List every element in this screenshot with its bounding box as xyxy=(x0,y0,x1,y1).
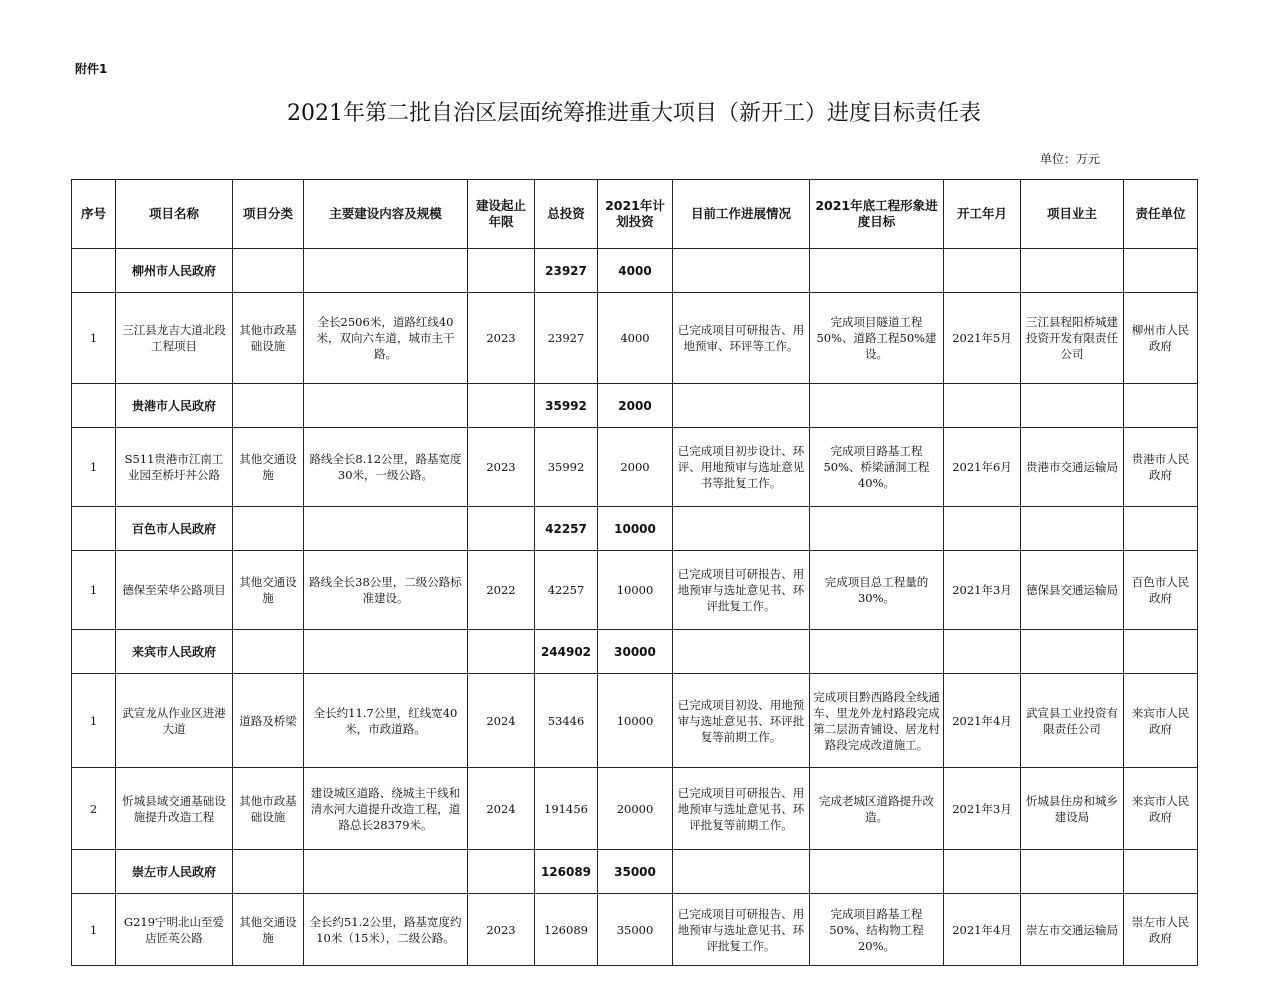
cell-seq: 1 xyxy=(72,551,116,630)
cell-target: 完成项目黔西路段全线通车、里龙外龙村路段完成第二层沥青铺设、居龙村路段完成改道施工。 xyxy=(810,674,944,768)
empty-cell xyxy=(673,507,810,551)
header-project-name: 项目名称 xyxy=(116,180,233,249)
header-responsible: 责任单位 xyxy=(1124,180,1198,249)
cell-progress: 已完成项目初步设计、环评、用地预审与选址意见书等批复工作。 xyxy=(673,428,810,507)
cell-seq: 1 xyxy=(72,674,116,768)
cell-responsible: 来宾市人民政府 xyxy=(1124,674,1198,768)
cell-progress: 已完成项目可研报告、用地预审与选址意见书、环评批复工作。 xyxy=(673,551,810,630)
cell-seq: 1 xyxy=(72,428,116,507)
empty-cell xyxy=(944,384,1021,428)
cell-name: 武宣龙从作业区进港大道 xyxy=(116,674,233,768)
header-owner: 项目业主 xyxy=(1021,180,1124,249)
empty-cell xyxy=(304,850,468,894)
table-row xyxy=(72,768,1198,850)
cell-start: 2021年3月 xyxy=(944,768,1021,850)
cell-category: 其他市政基础设施 xyxy=(233,768,304,850)
empty-cell xyxy=(468,850,535,894)
header-period: 建设起止年限 xyxy=(468,180,535,249)
header-target: 2021年底工程形象进度目标 xyxy=(810,180,944,249)
cell-owner: 贵港市交通运输局 xyxy=(1021,428,1124,507)
empty-cell xyxy=(810,384,944,428)
cell-content: 路线全长38公里，二级公路标准建设。 xyxy=(304,551,468,630)
cell-responsible: 贵港市人民政府 xyxy=(1124,428,1198,507)
empty-cell xyxy=(72,630,116,674)
empty-cell xyxy=(944,507,1021,551)
empty-cell xyxy=(72,249,116,293)
cell-seq: 2 xyxy=(72,768,116,850)
cell-period: 2024 xyxy=(468,674,535,768)
empty-cell xyxy=(233,507,304,551)
unit-label: 单位：万元 xyxy=(1040,152,1101,166)
cell-target: 完成项目总工程量的30%。 xyxy=(810,551,944,630)
header-plan-investment: 2021年计划投资 xyxy=(598,180,673,249)
cell-name: 三江县龙吉大道北段工程项目 xyxy=(116,293,233,384)
cell-start: 2021年6月 xyxy=(944,428,1021,507)
cell-period: 2023 xyxy=(468,293,535,384)
cell-total: 42257 xyxy=(535,551,598,630)
group-plan: 35000 xyxy=(598,850,673,894)
cell-period: 2023 xyxy=(468,894,535,966)
group-row xyxy=(72,384,1198,428)
empty-cell xyxy=(468,384,535,428)
cell-owner: 三江县程阳桥城建投资开发有限责任公司 xyxy=(1021,293,1124,384)
cell-start: 2021年5月 xyxy=(944,293,1021,384)
cell-start: 2021年4月 xyxy=(944,674,1021,768)
table-row xyxy=(72,428,1198,507)
cell-responsible: 来宾市人民政府 xyxy=(1124,768,1198,850)
empty-cell xyxy=(1021,630,1124,674)
cell-plan: 4000 xyxy=(598,293,673,384)
empty-cell xyxy=(233,249,304,293)
cell-name: G219宁明北山至爱店匠英公路 xyxy=(116,894,233,966)
cell-plan: 10000 xyxy=(598,674,673,768)
group-total: 35992 xyxy=(535,384,598,428)
group-row xyxy=(72,630,1198,674)
group-name: 柳州市人民政府 xyxy=(116,249,233,293)
cell-content: 全长2506米，道路红线40米，双向六车道，城市主干路。 xyxy=(304,293,468,384)
cell-category: 其他市政基础设施 xyxy=(233,293,304,384)
empty-cell xyxy=(72,384,116,428)
cell-plan: 10000 xyxy=(598,551,673,630)
empty-cell xyxy=(468,249,535,293)
attachment-label: 附件1 xyxy=(75,62,108,76)
empty-cell xyxy=(304,384,468,428)
empty-cell xyxy=(944,630,1021,674)
cell-target: 完成项目隧道工程50%、道路工程50%建设。 xyxy=(810,293,944,384)
empty-cell xyxy=(810,507,944,551)
cell-content: 路线全长8.12公里，路基宽度30米，一级公路。 xyxy=(304,428,468,507)
empty-cell xyxy=(810,850,944,894)
cell-name: S511贵港市江南工业园至桥圩丼公路 xyxy=(116,428,233,507)
cell-period: 2024 xyxy=(468,768,535,850)
group-name: 崇左市人民政府 xyxy=(116,850,233,894)
header-total-investment: 总投资 xyxy=(535,180,598,249)
group-total: 23927 xyxy=(535,249,598,293)
empty-cell xyxy=(673,384,810,428)
cell-progress: 已完成项目可研报告、用地预审、环评等工作。 xyxy=(673,293,810,384)
empty-cell xyxy=(233,630,304,674)
empty-cell xyxy=(304,249,468,293)
table-row xyxy=(72,293,1198,384)
cell-progress: 已完成项目初设、用地预审与选址意见书、环评批复等前期工作。 xyxy=(673,674,810,768)
empty-cell xyxy=(304,630,468,674)
empty-cell xyxy=(673,850,810,894)
cell-total: 53446 xyxy=(535,674,598,768)
empty-cell xyxy=(304,507,468,551)
empty-cell xyxy=(468,630,535,674)
group-name: 百色市人民政府 xyxy=(116,507,233,551)
cell-total: 191456 xyxy=(535,768,598,850)
header-start-date: 开工年月 xyxy=(944,180,1021,249)
cell-category: 其他交通设施 xyxy=(233,894,304,966)
cell-category: 其他交通设施 xyxy=(233,551,304,630)
cell-plan: 35000 xyxy=(598,894,673,966)
table-row xyxy=(72,551,1198,630)
empty-cell xyxy=(673,630,810,674)
cell-start: 2021年3月 xyxy=(944,551,1021,630)
page-title: 2021年第二批自治区层面统筹推进重大项目（新开工）进度目标责任表 xyxy=(287,101,981,126)
table-row xyxy=(72,894,1198,966)
cell-period: 2023 xyxy=(468,428,535,507)
empty-cell xyxy=(944,249,1021,293)
empty-cell xyxy=(1124,384,1198,428)
empty-cell xyxy=(673,249,810,293)
cell-responsible: 崇左市人民政府 xyxy=(1124,894,1198,966)
empty-cell xyxy=(72,507,116,551)
cell-content: 全长约51.2公里，路基宽度约10米（15米），二级公路。 xyxy=(304,894,468,966)
empty-cell xyxy=(810,249,944,293)
cell-target: 完成项目路基工程50%、桥梁涵洞工程40%。 xyxy=(810,428,944,507)
empty-cell xyxy=(233,850,304,894)
empty-cell xyxy=(944,850,1021,894)
cell-name: 忻城县域交通基础设施提升改造工程 xyxy=(116,768,233,850)
table-header-row xyxy=(72,180,1198,249)
cell-owner: 德保县交通运输局 xyxy=(1021,551,1124,630)
cell-plan: 2000 xyxy=(598,428,673,507)
group-total: 244902 xyxy=(535,630,598,674)
cell-progress: 已完成项目可研报告、用地预审与选址意见书、环评批复工作。 xyxy=(673,894,810,966)
empty-cell xyxy=(810,630,944,674)
cell-target: 完成老城区道路提升改造。 xyxy=(810,768,944,850)
empty-cell xyxy=(1021,384,1124,428)
group-total: 42257 xyxy=(535,507,598,551)
empty-cell xyxy=(233,384,304,428)
progress-table xyxy=(71,179,1198,966)
empty-cell xyxy=(1124,249,1198,293)
cell-category: 其他交通设施 xyxy=(233,428,304,507)
cell-owner: 忻城县住房和城乡建设局 xyxy=(1021,768,1124,850)
empty-cell xyxy=(1124,850,1198,894)
group-plan: 4000 xyxy=(598,249,673,293)
cell-name: 德保至荣华公路项目 xyxy=(116,551,233,630)
cell-period: 2022 xyxy=(468,551,535,630)
cell-plan: 20000 xyxy=(598,768,673,850)
cell-category: 道路及桥梁 xyxy=(233,674,304,768)
group-plan: 2000 xyxy=(598,384,673,428)
group-plan: 30000 xyxy=(598,630,673,674)
cell-total: 23927 xyxy=(535,293,598,384)
group-name: 来宾市人民政府 xyxy=(116,630,233,674)
cell-total: 35992 xyxy=(535,428,598,507)
cell-start: 2021年4月 xyxy=(944,894,1021,966)
cell-responsible: 百色市人民政府 xyxy=(1124,551,1198,630)
empty-cell xyxy=(1124,507,1198,551)
group-plan: 10000 xyxy=(598,507,673,551)
cell-content: 全长约11.7公里，红线宽40米，市政道路。 xyxy=(304,674,468,768)
table-body xyxy=(72,249,1198,966)
empty-cell xyxy=(468,507,535,551)
cell-seq: 1 xyxy=(72,894,116,966)
group-row xyxy=(72,249,1198,293)
cell-owner: 武宣县工业投资有限责任公司 xyxy=(1021,674,1124,768)
header-category: 项目分类 xyxy=(233,180,304,249)
empty-cell xyxy=(1124,630,1198,674)
empty-cell xyxy=(1021,850,1124,894)
cell-owner: 崇左市交通运输局 xyxy=(1021,894,1124,966)
empty-cell xyxy=(1021,507,1124,551)
group-row xyxy=(72,507,1198,551)
empty-cell xyxy=(72,850,116,894)
cell-total: 126089 xyxy=(535,894,598,966)
table-row xyxy=(72,674,1198,768)
group-name: 贵港市人民政府 xyxy=(116,384,233,428)
header-content: 主要建设内容及规模 xyxy=(304,180,468,249)
cell-content: 建设城区道路、绕城主干线和清水河大道提升改造工程，道路总长28379米。 xyxy=(304,768,468,850)
cell-responsible: 柳州市人民政府 xyxy=(1124,293,1198,384)
cell-progress: 已完成项目可研报告、用地预审与选址意见书、环评批复等前期工作。 xyxy=(673,768,810,850)
cell-target: 完成项目路基工程50%、结构物工程20%。 xyxy=(810,894,944,966)
empty-cell xyxy=(1021,249,1124,293)
group-row xyxy=(72,850,1198,894)
header-seq: 序号 xyxy=(72,180,116,249)
cell-seq: 1 xyxy=(72,293,116,384)
header-progress: 目前工作进展情况 xyxy=(673,180,810,249)
group-total: 126089 xyxy=(535,850,598,894)
